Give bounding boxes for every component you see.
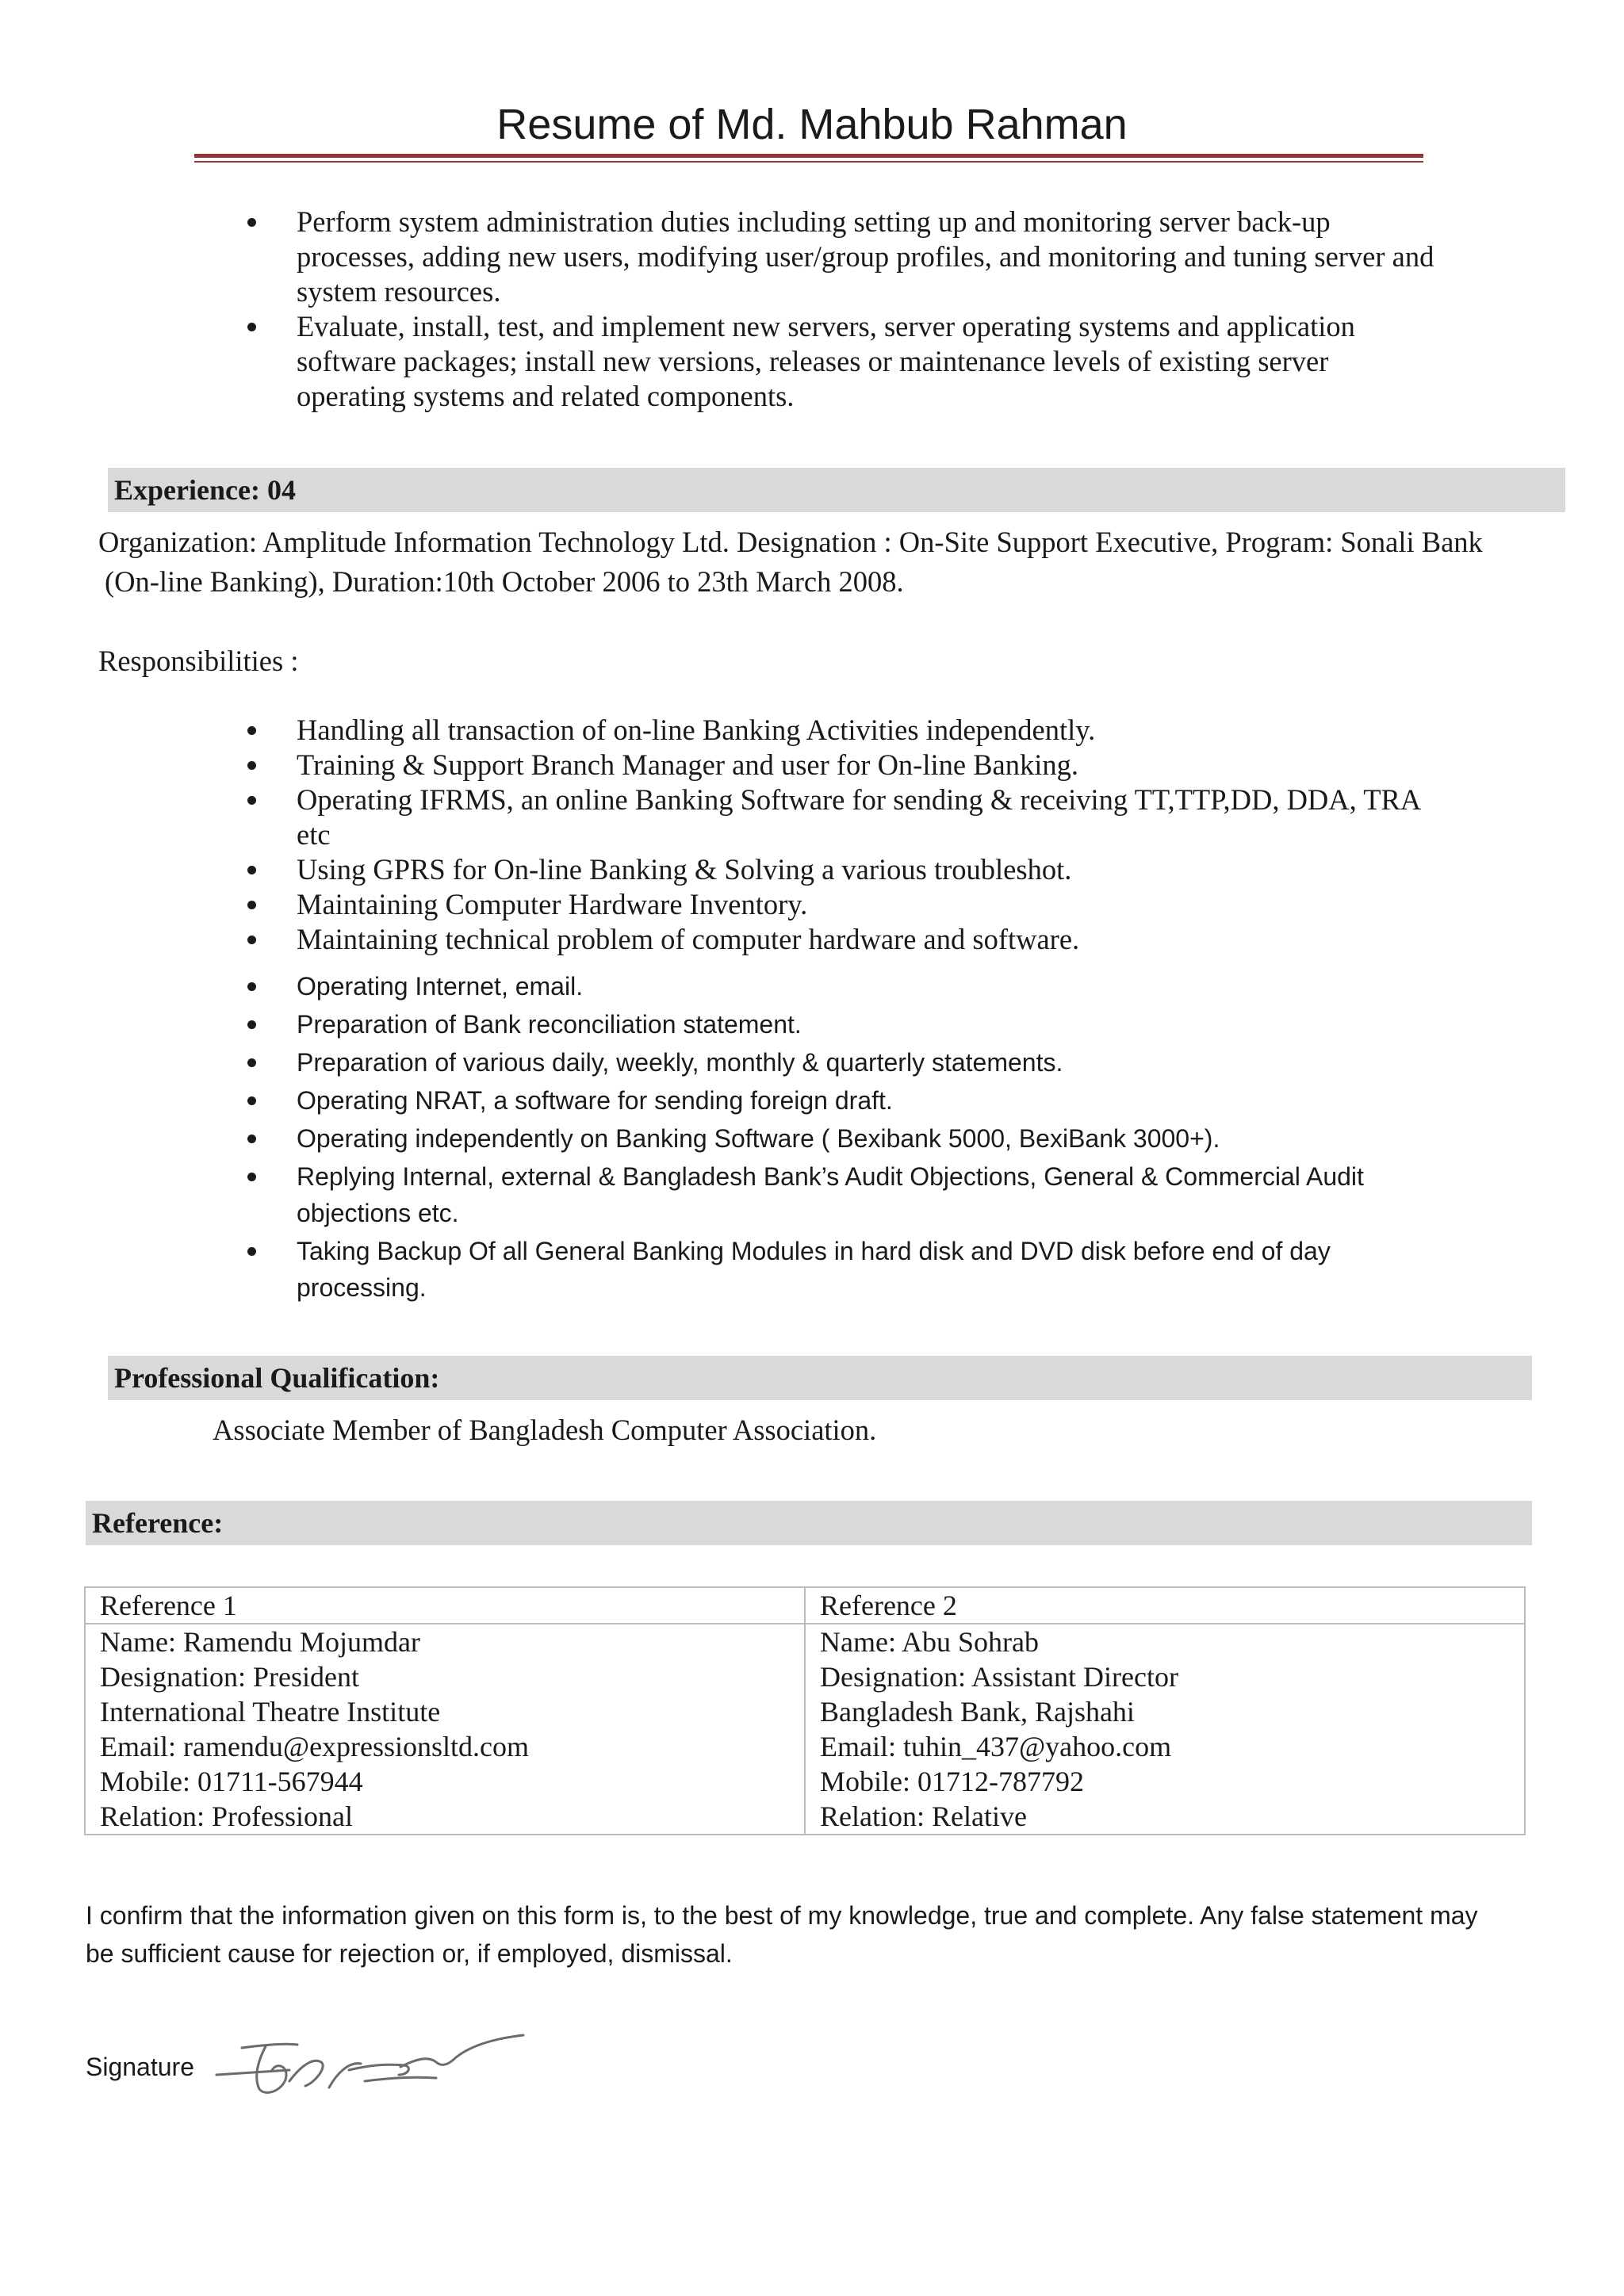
reference-2-title: Reference 2 [805, 1587, 1525, 1624]
reference-2-mobile: Mobile: 01712-787792 [820, 1766, 1084, 1797]
reference-1-email: Email: ramendu@expressionsltd.com [100, 1731, 530, 1762]
reference-1-details [85, 1624, 805, 1835]
reference-1-organization: International Theatre Institute [100, 1696, 441, 1728]
list-item: Replying Internal, external & Bangladesh Bank’s Audit Objections, General & Commercial Audit objections etc. [247, 1158, 1453, 1231]
confirmation-statement: I confirm that the information given on this form is, to the best of my knowledge, true and complete. Any false statement may be sufficient cause for rejection or, if employed, dismissal. [86, 1901, 1478, 1968]
list-item: Maintaining Computer Hardware Inventory. [247, 887, 1437, 922]
reference-2-email: Email: tuhin_437@yahoo.com [820, 1731, 1172, 1762]
reference-1-mobile: Mobile: 01711-567944 [100, 1766, 363, 1797]
experience-heading: Experience: 04 [108, 468, 1565, 512]
reference-2-name: Name: Abu Sohrab [820, 1626, 1039, 1658]
reference-1-designation: Designation: President [100, 1661, 359, 1693]
responsibilities-label: Responsibilities : [98, 645, 299, 677]
list-item: Taking Backup Of all General Banking Modules in hard disk and DVD disk before end of day processing. [247, 1233, 1453, 1306]
professional-qualification-text: Associate Member of Bangladesh Computer Association. [213, 1414, 877, 1446]
responsibilities-list [247, 713, 1437, 957]
list-item: Using GPRS for On-line Banking & Solving a various troubleshot. [247, 852, 1437, 887]
reference-2-designation: Designation: Assistant Director [820, 1661, 1178, 1693]
reference-2-details [805, 1624, 1525, 1835]
list-item: Preparation of Bank reconciliation statement. [247, 1006, 1453, 1043]
title-rule-thick [194, 154, 1423, 158]
list-item: Operating IFRMS, an online Banking Software for sending & receiving TT,TTP,DD, DDA, TRA etc [247, 783, 1437, 852]
table-row [85, 1587, 1525, 1624]
intro-bullet-list [247, 205, 1437, 414]
list-item: Operating Internet, email. [247, 968, 1453, 1004]
list-item: Operating independently on Banking Software ( Bexibank 5000, BexiBank 3000+). [247, 1120, 1453, 1157]
list-item: Operating NRAT, a software for sending foreign draft. [247, 1082, 1453, 1119]
organization-line-2: (On-line Banking), Duration:10th October 2006 to 23th March 2008. [105, 565, 904, 598]
signature-image [210, 2018, 543, 2105]
signature-label: Signature [86, 2053, 194, 2081]
reference-table [84, 1586, 1526, 1835]
list-item: Perform system administration duties including setting up and monitoring server back-up processes, adding new users, modifying user/group profiles, and monitoring and tuning server and system resources. [247, 205, 1437, 309]
title-rule-thin [194, 161, 1423, 163]
professional-qualification-heading: Professional Qualification: [108, 1356, 1532, 1400]
reference-1-name: Name: Ramendu Mojumdar [100, 1626, 420, 1658]
list-item: Handling all transaction of on-line Banking Activities independently. [247, 713, 1437, 748]
reference-heading: Reference: [86, 1501, 1532, 1545]
reference-2-organization: Bangladesh Bank, Rajshahi [820, 1696, 1135, 1728]
list-item: Evaluate, install, test, and implement new servers, server operating systems and application software packages; install new versions, releases or maintenance levels of existing server operating systems and related components. [247, 309, 1437, 414]
table-row [85, 1624, 1525, 1835]
list-item: Maintaining technical problem of computer hardware and software. [247, 922, 1437, 957]
page-title: Resume of Md. Mahbub Rahman [496, 101, 1128, 148]
organization-line-1: Organization: Amplitude Information Technology Ltd. Designation : On-Site Support Executive, Program: Sonali Bank [98, 526, 1483, 558]
reference-1-relation: Relation: Professional [100, 1800, 353, 1832]
responsibilities-list-continued [247, 968, 1453, 1306]
reference-1-title: Reference 1 [85, 1587, 805, 1624]
list-item: Preparation of various daily, weekly, monthly & quarterly statements. [247, 1044, 1453, 1081]
list-item: Training & Support Branch Manager and user for On-line Banking. [247, 748, 1437, 783]
reference-2-relation: Relation: Relative [820, 1800, 1027, 1832]
